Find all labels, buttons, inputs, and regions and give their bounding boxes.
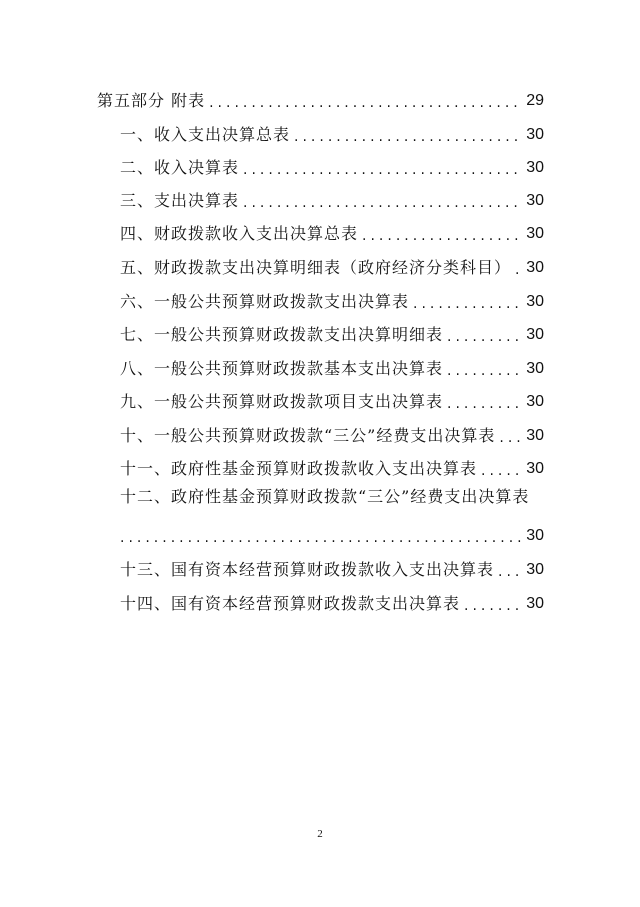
toc-entry-title: 二、收入决算表: [120, 158, 240, 177]
toc-entry-6[interactable]: [120, 285, 544, 313]
toc-entry-title: 第五部分 附表: [97, 91, 206, 110]
toc-entry-12[interactable]: [120, 519, 544, 547]
dot-leader: [362, 223, 522, 245]
dot-leader: [515, 257, 522, 279]
dot-leader: [447, 358, 522, 380]
toc-entry-page: 30: [526, 293, 544, 310]
toc-entry-page: 30: [526, 595, 544, 612]
toc-entry-title: 九、一般公共预算财政拨款项目支出决算表: [120, 392, 444, 411]
dot-leader: [294, 124, 522, 146]
dot-leader: [464, 593, 522, 615]
toc-entry-1[interactable]: [120, 118, 544, 146]
page-number: 2: [317, 828, 323, 840]
toc-entry-3[interactable]: [120, 184, 544, 212]
toc-entry-page: 30: [526, 159, 544, 176]
toc-entry-title: 一、收入支出决算总表: [120, 125, 291, 144]
toc-entry-10[interactable]: [120, 419, 544, 447]
toc-entry-14[interactable]: [120, 587, 544, 615]
toc-entry-12-title[interactable]: 十二、政府性基金预算财政拨款“三公”经费支出决算表: [120, 487, 530, 506]
dot-leader: [413, 291, 522, 313]
dot-leader: [447, 324, 522, 346]
toc-entry-part-5[interactable]: [97, 84, 544, 112]
toc-entry-title: 三、支出决算表: [120, 191, 240, 210]
dot-leader: [243, 190, 522, 212]
toc-entry-title: 五、财政拨款支出决算明细表（政府经济分类科目）: [120, 258, 512, 277]
toc-entry-2[interactable]: [120, 151, 544, 179]
dot-leader: [447, 391, 522, 413]
toc-entry-page: 30: [526, 326, 544, 343]
toc-entry-13[interactable]: [120, 553, 544, 581]
toc-entry-5[interactable]: [120, 251, 544, 279]
toc-entry-page: 30: [526, 460, 544, 477]
toc-entry-page: 30: [526, 561, 544, 578]
toc-entry-page: 30: [526, 192, 544, 209]
dot-leader: [209, 90, 522, 112]
toc-entry-title: 十四、国有资本经营预算财政拨款支出决算表: [120, 594, 461, 613]
toc-entry-page: 30: [526, 259, 544, 276]
toc-entry-title: 十、一般公共预算财政拨款“三公”经费支出决算表: [120, 426, 496, 445]
toc-entry-page: 30: [526, 126, 544, 143]
toc-entry-11[interactable]: [120, 452, 544, 480]
toc-entry-title: 十一、政府性基金预算财政拨款收入支出决算表: [120, 459, 478, 478]
toc-entry-4[interactable]: [120, 217, 544, 245]
toc-entry-9[interactable]: [120, 385, 544, 413]
toc-entry-page: 30: [526, 527, 544, 544]
toc-entry-title: 六、一般公共预算财政拨款支出决算表: [120, 292, 410, 311]
dot-leader: [243, 157, 522, 179]
toc-entry-title: 八、一般公共预算财政拨款基本支出决算表: [120, 359, 444, 378]
toc-entry-page: 30: [526, 393, 544, 410]
toc-entry-page: 30: [526, 360, 544, 377]
dot-leader: [481, 458, 522, 480]
dot-leader: [120, 525, 522, 547]
toc-entry-title: 十三、国有资本经营预算财政拨款收入支出决算表: [120, 560, 495, 579]
toc-entry-title: 七、一般公共预算财政拨款支出决算明细表: [120, 325, 444, 344]
toc-entry-page: 30: [526, 225, 544, 242]
toc-entry-8[interactable]: [120, 352, 544, 380]
toc-entry-page: 30: [526, 427, 544, 444]
dot-leader: [499, 425, 522, 447]
toc-entry-page: 29: [526, 92, 544, 109]
dot-leader: [498, 559, 522, 581]
toc-entry-7[interactable]: [120, 318, 544, 346]
toc-entry-title: 四、财政拨款收入支出决算总表: [120, 224, 359, 243]
